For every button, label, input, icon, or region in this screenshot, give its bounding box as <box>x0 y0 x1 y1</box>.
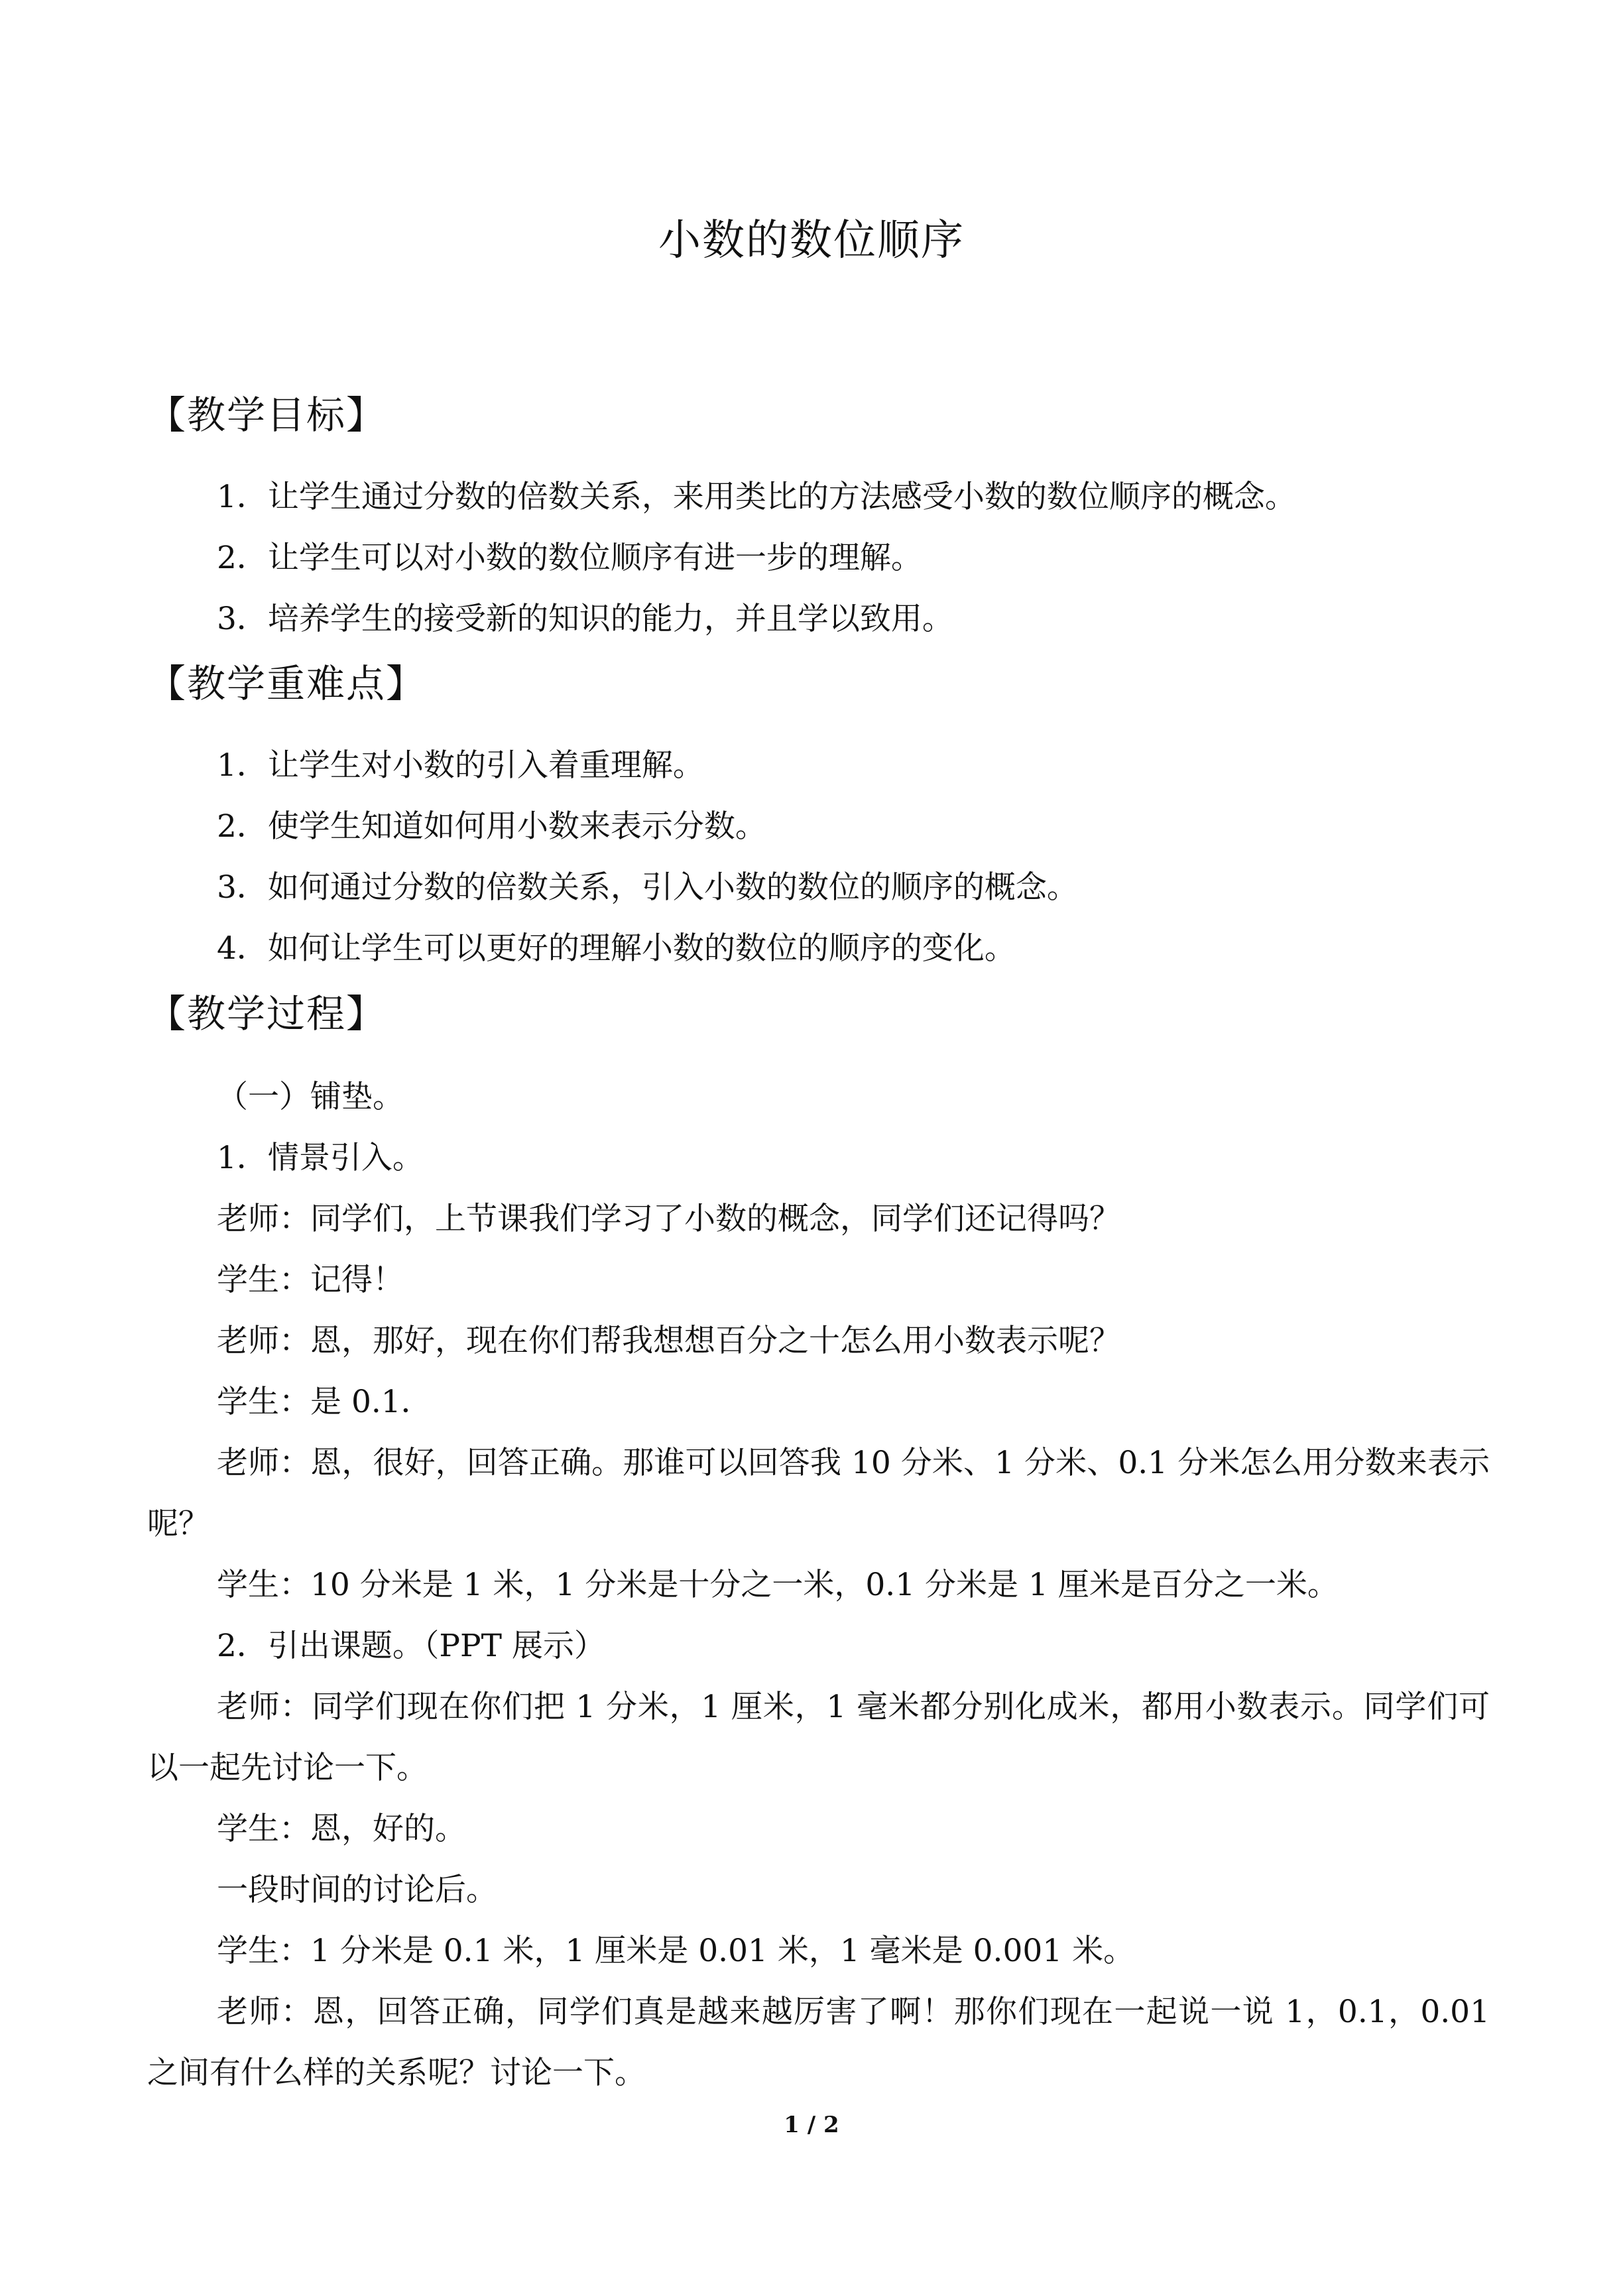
dialogue-line-student: 学生：1 分米是 0.1 米，1 厘米是 0.01 米，1 毫米是 0.001 米。 <box>217 1933 1135 1969</box>
dialogue-line-teacher: 老师：同学们，上节课我们学习了小数的概念，同学们还记得吗？ <box>217 1201 1120 1237</box>
process-step-topic: 2．引出课题。（PPT 展示） <box>217 1628 605 1664</box>
section-heading-key-points: 【教学重难点】 <box>147 661 426 706</box>
dialogue-line-teacher: 老师：恩，很好，回答正确。那谁可以回答我 10 分米、1 分米、0.1 分米怎么用分数来表示呢？ <box>147 1445 1490 1542</box>
key-point-item-4: 4．如何让学生可以更好的理解小数的数位的顺序的变化。 <box>217 930 1016 967</box>
objective-item-1: 1．让学生通过分数的倍数关系，来用类比的方法感受小数的数位顺序的概念。 <box>217 479 1296 515</box>
key-point-item-3: 3．如何通过分数的倍数关系，引入小数的数位的顺序的概念。 <box>217 869 1078 906</box>
dialogue-line-teacher: 老师：恩，那好，现在你们帮我想想百分之十怎么用小数表示呢？ <box>217 1323 1120 1359</box>
objective-item-2: 2．让学生可以对小数的数位顺序有进一步的理解。 <box>217 540 922 576</box>
document-title: 小数的数位顺序 <box>658 216 965 265</box>
dialogue-line-student: 学生：记得！ <box>217 1262 404 1298</box>
process-step-scenario: 1．情景引入。 <box>217 1140 424 1176</box>
dialogue-line-student: 学生：恩，好的。 <box>217 1811 466 1847</box>
key-point-item-2: 2．使学生知道如何用小数来表示分数。 <box>217 808 766 845</box>
key-point-item-1: 1．让学生对小数的引入着重理解。 <box>217 747 704 784</box>
process-subheading-preparation: （一）铺垫。 <box>217 1079 404 1115</box>
section-heading-objectives: 【教学目标】 <box>147 393 387 438</box>
dialogue-line-student: 学生：是 0.1． <box>217 1384 432 1420</box>
objective-item-3: 3．培养学生的接受新的知识的能力，并且学以致用。 <box>217 601 953 637</box>
dialogue-line-teacher: 老师：同学们现在你们把 1 分米，1 厘米，1 毫米都分别化成米，都用小数表示。同学们可以一起先讨论一下。 <box>147 1689 1490 1786</box>
page-number: 1 / 2 <box>784 2112 839 2138</box>
section-heading-process: 【教学过程】 <box>147 991 387 1036</box>
dialogue-line-student: 学生：10 分米是 1 米，1 分米是十分之一米，0.1 分米是 1 厘米是百分之一米。 <box>217 1567 1339 1603</box>
narration-line: 一段时间的讨论后。 <box>217 1872 497 1908</box>
dialogue-line-teacher: 老师：恩，回答正确，同学们真是越来越厉害了啊！那你们现在一起说一说 1，0.1，0.01 之间有什么样的关系呢？讨论一下。 <box>147 1994 1490 2091</box>
